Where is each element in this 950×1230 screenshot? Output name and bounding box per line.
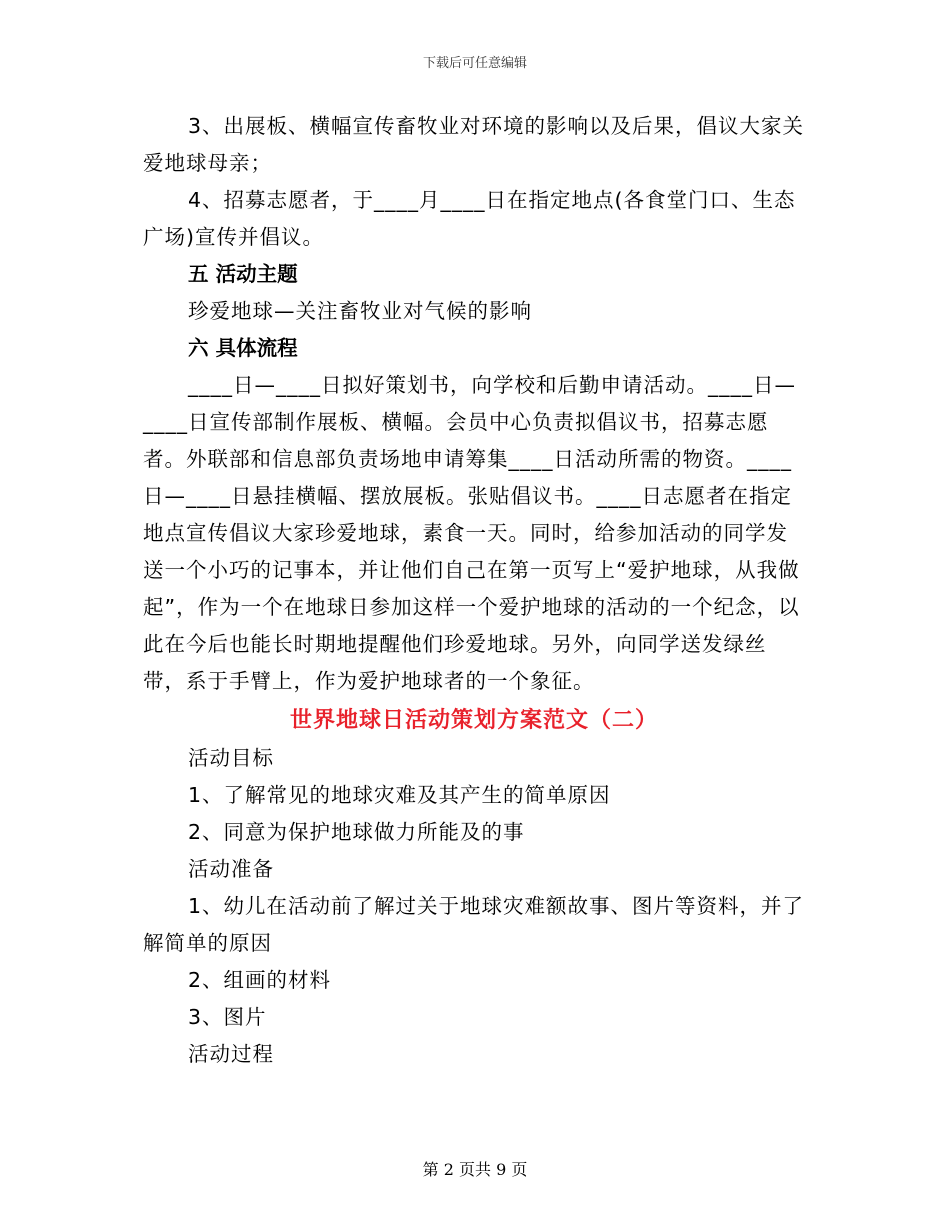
theme-text: 珍爱地球—关注畜牧业对气候的影响 xyxy=(188,299,532,323)
paragraph-item-3: 3、出展板、横幅宣传畜牧业对环境的影响以及后果，倡议大家关爱地球母亲； xyxy=(143,114,805,175)
document-body xyxy=(143,108,805,1073)
activity-goal-label: 活动目标 xyxy=(188,746,274,770)
process-paragraph: ____日—____日拟好策划书，向学校和后勤申请活动。____日—____日宣传部制作展板、横幅。会员中心负责拟倡议书，招募志愿者。外联部和信息部负责场地申请筹集____日活动所需的物资。____日—____日悬挂横幅、摆放展板。张贴倡议书。____日志愿者在指定地点宣传倡议大家珍爱地球，素食一天。同时，给参加活动的同学发送一个小巧的记事本，并让他们自己在第一页写上“爱护地球，从我做起”，作为一个在地球日参加这样一个爱护地球的活动的一个纪念，以此在今后也能长时期地提醒他们珍爱地球。另外，向同学送发绿丝带，系于手臂上，作为爱护地球者的一个象征。 xyxy=(143,373,800,693)
page-header: 下载后可任意编辑 xyxy=(422,56,527,71)
activity-prep-label: 活动准备 xyxy=(188,857,274,881)
prep-item-3: 3、图片 xyxy=(188,1005,267,1029)
paragraph-item-4: 4、招募志愿者，于____月____日在指定地点(各食堂门口、生态广场)宣传并倡议。 xyxy=(143,188,796,249)
section-heading-6: 六 具体流程 xyxy=(188,336,298,360)
document-title: 世界地球日活动策划方案范文（二） xyxy=(289,707,658,733)
goal-item-2: 2、同意为保护地球做力所能及的事 xyxy=(188,820,525,844)
prep-item-1: 1、幼儿在活动前了解过关于地球灾难额故事、图片等资料，并了解简单的原因 xyxy=(143,894,805,955)
goal-item-1: 1、了解常见的地球灾难及其产生的简单原因 xyxy=(188,783,611,807)
page-footer: 第 2 页共 9 页 xyxy=(422,1160,528,1179)
activity-process-label: 活动过程 xyxy=(188,1042,274,1066)
prep-item-2: 2、组画的材料 xyxy=(188,968,332,992)
section-heading-5: 五 活动主题 xyxy=(188,262,298,286)
